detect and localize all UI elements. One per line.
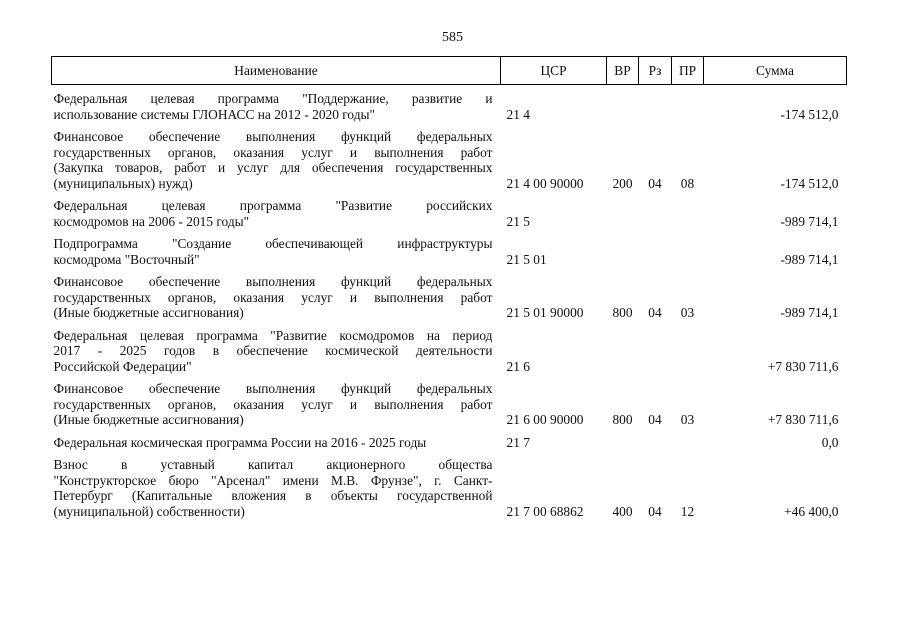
row-name-line: Федеральная целевая программа "Поддержание, развитие и (53, 91, 493, 106)
row-pr (672, 229, 704, 267)
row-name-line: (Закупка товаров, работ и услуг для обеспечения государственных (53, 160, 493, 175)
row-name (52, 267, 501, 321)
row-name-line: "Конструкторское бюро "Арсенал" имени М.В. Фрунзе", г. Санкт- (53, 472, 493, 488)
row-name (52, 191, 501, 229)
row-name-line: Российской Федерации" (53, 358, 192, 374)
table-row (52, 85, 847, 123)
row-name-line: (муниципальных) нужд) (53, 175, 193, 191)
row-pr (672, 321, 704, 375)
table-row (52, 428, 847, 451)
row-sum: +46 400,0 (784, 503, 839, 519)
table-row (52, 374, 847, 428)
row-name-line: Финансовое обеспечение выполнения функций федеральных (53, 129, 493, 144)
row-pr (672, 85, 704, 123)
row-name-line: государственных органов, оказания услуг и выполнения работ (53, 396, 493, 412)
row-sum: -174 512,0 (780, 106, 839, 122)
row-name-line: Федеральная целевая программа "Развитие космодромов на период (53, 327, 493, 343)
row-sum: -989 714,1 (780, 251, 839, 267)
header-pr: ПР (672, 57, 704, 85)
row-rz: 04 (648, 175, 662, 191)
row-sum: +7 830 711,6 (767, 358, 839, 374)
row-name-line: (Иные бюджетные ассигнования) (53, 305, 244, 320)
row-csr: 21 7 00 68862 (506, 503, 584, 519)
row-vr (607, 85, 639, 123)
row-vr: 800 (612, 305, 633, 320)
row-rz (639, 428, 672, 451)
row-name-line: (Иные бюджетные ассигнования) (53, 412, 244, 427)
row-name-line: государственных органов, оказания услуг и выполнения работ (53, 289, 493, 305)
header-csr: ЦСР (501, 57, 607, 85)
header-rz: Рз (639, 57, 672, 85)
table-row (52, 267, 847, 321)
table-row (52, 229, 847, 267)
row-name-line: Взнос в уставный капитал акционерного общества (53, 457, 493, 472)
row-rz (639, 85, 672, 123)
row-name-line: Финансовое обеспечение выполнения функций федеральных (53, 381, 493, 396)
row-csr: 21 4 00 90000 (506, 175, 584, 191)
row-pr: 03 (680, 305, 695, 320)
row-vr: 400 (612, 503, 633, 519)
row-pr: 12 (680, 503, 695, 519)
row-name (52, 428, 501, 451)
row-csr: 21 6 00 90000 (506, 412, 584, 427)
row-name (52, 229, 501, 267)
row-csr: 21 6 (506, 358, 530, 374)
row-vr (607, 191, 639, 229)
table-row (52, 450, 847, 519)
row-name-line: космодрома "Восточный" (53, 251, 200, 267)
row-name-line: (муниципальной) собственности) (53, 503, 245, 519)
row-name-line: Подпрограмма "Создание обеспечивающей инфраструктуры (53, 236, 493, 251)
row-csr: 21 5 (506, 213, 530, 229)
table-row (52, 191, 847, 229)
header-vr: ВР (607, 57, 639, 85)
row-name-line: космодромов на 2006 - 2015 годы" (53, 213, 250, 229)
row-rz: 04 (648, 305, 662, 320)
row-sum: -174 512,0 (780, 175, 839, 191)
page-number: 585 (442, 30, 463, 45)
row-name-line: государственных органов, оказания услуг и выполнения работ (53, 144, 493, 160)
row-rz (639, 321, 672, 375)
row-name-line: Федеральная целевая программа "Развитие российских (53, 198, 493, 213)
row-name-line: Федеральная космическая программа России на 2016 - 2025 годы (53, 434, 427, 450)
row-name (52, 374, 501, 428)
row-pr: 03 (680, 412, 695, 427)
header-sum: Сумма (704, 57, 847, 85)
row-csr: 21 4 (506, 106, 530, 122)
row-pr (672, 191, 704, 229)
row-sum: +7 830 711,6 (767, 412, 839, 427)
row-vr: 200 (612, 175, 633, 191)
row-name-line: Петербург (Капитальные вложения в объекты государственной (53, 488, 493, 503)
budget-table (51, 56, 847, 519)
row-pr (672, 428, 704, 451)
row-pr: 08 (680, 175, 695, 191)
row-rz (639, 191, 672, 229)
row-vr (607, 321, 639, 375)
row-name-line: Финансовое обеспечение выполнения функций федеральных (53, 274, 493, 289)
table-header-row (52, 57, 847, 85)
row-vr (607, 229, 639, 267)
row-name-line: 2017 - 2025 годов в обеспечение космической деятельности (53, 343, 493, 358)
row-name (52, 85, 501, 123)
header-name: Наименование (52, 57, 501, 85)
row-csr: 21 5 01 90000 (506, 305, 584, 320)
row-name (52, 450, 501, 519)
row-name (52, 122, 501, 191)
row-rz: 04 (648, 503, 662, 519)
row-csr: 21 7 (506, 434, 530, 450)
row-rz (639, 229, 672, 267)
row-name-line: использование системы ГЛОНАСС на 2012 - 2020 годы" (53, 106, 376, 122)
row-sum: -989 714,1 (780, 305, 839, 320)
row-sum: 0,0 (821, 434, 839, 450)
row-rz: 04 (648, 412, 662, 427)
table-row (52, 122, 847, 191)
row-vr: 800 (612, 412, 633, 427)
row-csr: 21 5 01 (506, 251, 547, 267)
row-name (52, 321, 501, 375)
table-row (52, 321, 847, 375)
row-vr (607, 428, 639, 451)
row-sum: -989 714,1 (780, 213, 839, 229)
